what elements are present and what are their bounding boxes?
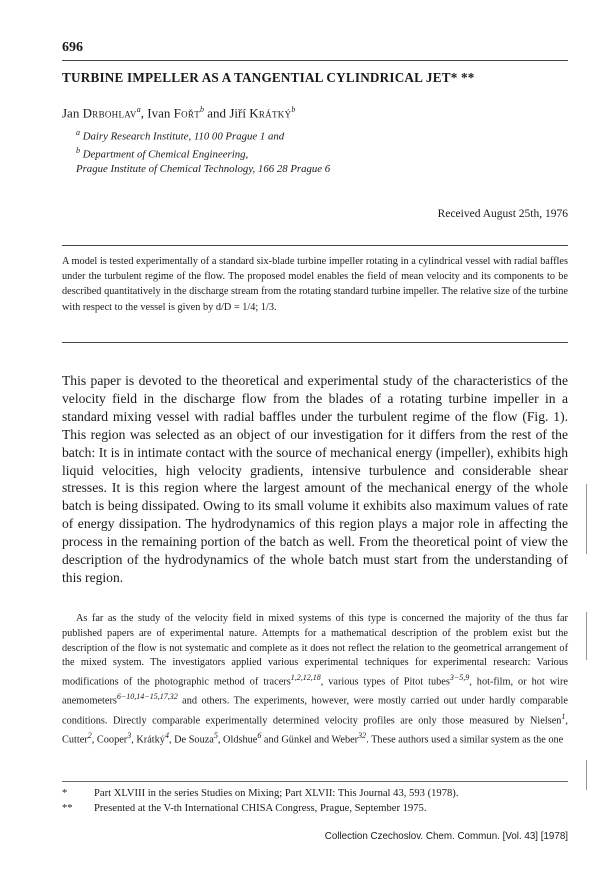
body-paragraph-literature xyxy=(62,612,568,748)
citation: 1 xyxy=(561,711,566,721)
author-affiliation-mark: a xyxy=(136,105,141,114)
author-last-name: Fořt xyxy=(173,105,201,121)
author-affiliation-mark: b xyxy=(291,105,296,114)
footnote-rule xyxy=(62,781,568,782)
paragraph-text: , Krátký xyxy=(131,734,165,746)
author-last-name: Drbohlav xyxy=(82,105,137,121)
page-number: 696 xyxy=(62,40,83,55)
footnote-mark: * xyxy=(62,788,68,799)
author-first-name: Jan xyxy=(62,105,83,121)
margin-mark xyxy=(586,612,587,660)
footnotes xyxy=(62,786,568,816)
citation: 5 xyxy=(213,730,218,740)
citation: 1,2,12,18 xyxy=(290,673,321,683)
paragraph-text: , De Souza xyxy=(168,734,214,746)
affiliation-mark: b xyxy=(76,145,80,155)
affiliation-b xyxy=(76,144,330,162)
received-date: Received August 25th, 1976 xyxy=(437,208,568,220)
abstract: A model is tested experimentally of a standard six-blade turbine impeller rotating in a cylindrical vessel with radial baffles under the turbulent regime of the flow. The proposed model enables the field of mean velocity and its components to be described quantitatively in the discharge stream from the rotating standard turbine impeller. The relative size of the turbine with respect to the vessel is given by d/D = 1/4; 1/3. xyxy=(62,256,568,313)
citation: 3−5,9 xyxy=(449,673,470,683)
header-rule xyxy=(62,60,568,61)
paragraph-text: , Cutter xyxy=(62,715,568,746)
author-first-name: Ivan xyxy=(147,105,174,121)
footnote-text: Part XLVIII in the series Studies on Mixing; Part XLVII: This Journal 43, 593 (1978). xyxy=(94,788,459,799)
paragraph-text: . These authors used a similar system as the one xyxy=(366,734,564,746)
author-affiliation-mark: b xyxy=(200,105,205,114)
footnote xyxy=(62,786,568,801)
affiliation-text: Dairy Research Institute, 110 00 Prague 1 and xyxy=(80,130,285,143)
affiliation-text: Department of Chemical Engineering, xyxy=(80,148,249,161)
citation: 6 xyxy=(257,730,262,740)
citation: 2 xyxy=(87,730,92,740)
author-separator: and xyxy=(204,105,230,121)
citation: 32 xyxy=(358,730,367,740)
footnote-text: Presented at the V-th International CHISA Congress, Prague, September 1975. xyxy=(94,803,427,814)
affiliation-mark: a xyxy=(76,128,80,137)
author-first-name: Jiří xyxy=(229,105,250,121)
article-title: TURBINE IMPELLER AS A TANGENTIAL CYLINDRICAL JET* ** xyxy=(62,70,475,85)
paragraph-text: , Oldshue xyxy=(217,734,258,746)
abstract-bottom-rule xyxy=(62,342,568,343)
paragraph-text: and Günkel and Weber xyxy=(261,734,359,746)
author-list xyxy=(62,105,295,121)
margin-mark xyxy=(586,484,587,554)
footnote-mark: ** xyxy=(62,803,73,814)
margin-mark xyxy=(586,760,587,790)
citation: 4 xyxy=(164,730,169,740)
paragraph-text: and others. The experiments, however, were mostly carried out under hardly comparable conditions. Directly comparable experimentally determined velocity profiles are only those measured by Nielsen xyxy=(62,695,568,727)
author-separator: , xyxy=(140,105,148,121)
paragraph-text: , various types of Pitot tubes xyxy=(320,676,450,688)
paragraph-text: , hot-film, or hot wire anemometers xyxy=(62,676,568,707)
citation: 6−10,14−15,17,32 xyxy=(116,692,178,702)
body-paragraph-intro: This paper is devoted to the theoretical and experimental study of the characteristics of the velocity field in the discharge flow from the blades of a rotating turbine impeller in a standard mixing vessel with radial baffles under the turbulent regime of the flow (Fig. 1). This region was selected as an object of our investigation for it differs from the rest of the batch: It is in intimate contact with the source of mechanical energy (impeller), exhibits high liquid velocities, high velocity gradients, intensive turbulence and considerable shear stresses. It is this region where the largest amount of the mechanical energy of the whole batch is being dissipated. Owing to its small volume it exhibits also maximum values of rate of energy dissipation. The hydrodynamics of this region plays a major role in affecting the process in the remaining portion of the batch as well. From the theoretical point of view the description of the hydrodynamics of the whole batch must start from the understanding of this region. xyxy=(62,373,568,585)
affiliation-b-continued: Prague Institute of Chemical Technology, 166 28 Prague 6 xyxy=(76,162,331,175)
affiliation-a xyxy=(76,126,330,144)
journal-footer: Collection Czechoslov. Chem. Commun. [Vol. 43] [1978] xyxy=(324,831,568,842)
paragraph-text: As far as the study of the velocity field in mixed systems of this type is concerned the majority of the thus far published papers are of experimental nature. Attempts for a mathematical description of the problem exist but the description of the flow is not systematic and complete as it does not reflect the relation to the geometrical arrangement of the mixed system. The investigators applied various experimental techniques for experimental research: Various modifications of the photographic method of tracers xyxy=(62,613,568,688)
abstract-top-rule xyxy=(62,245,568,246)
affiliations xyxy=(76,126,330,176)
paragraph-text: , Cooper xyxy=(91,734,128,746)
author-last-name: Krátký xyxy=(249,105,292,121)
footnote xyxy=(62,801,568,816)
citation: 3 xyxy=(127,730,132,740)
